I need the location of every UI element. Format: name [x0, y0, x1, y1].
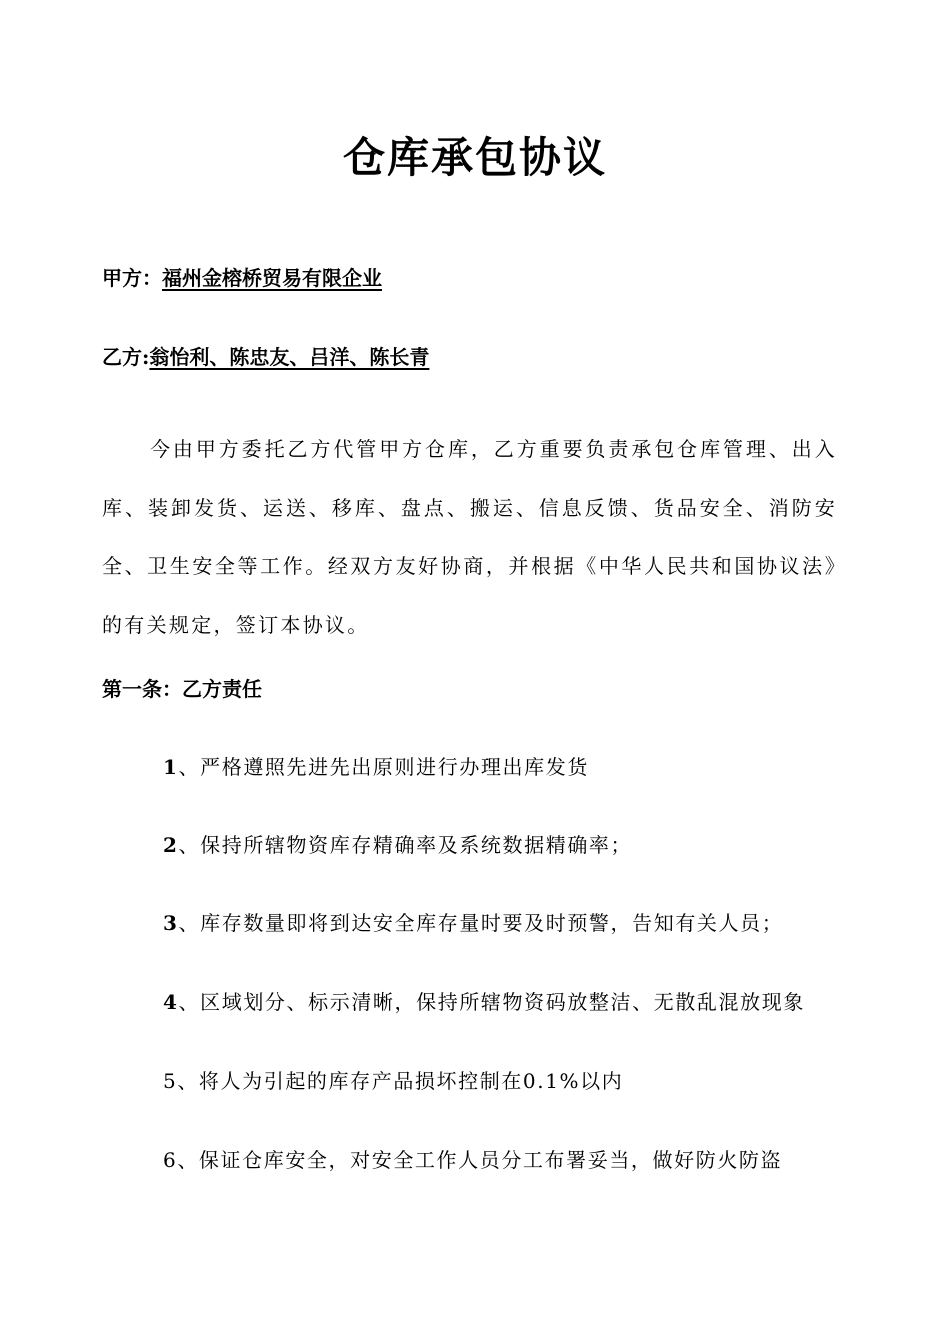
document-title: 仓库承包协议: [342, 133, 607, 182]
intro-paragraph: 今由甲方委托乙方代管甲方仓库，乙方重要负责承包仓库管理、出入库、装卸发货、运送、移库、盘点、搬运、信息反馈、货品安全、消防安全、卫生安全等工作。经双方友好协商，并根据《中华人民共和国协议法》的有关规定，签订本协议。: [102, 437, 837, 637]
duty-item-6: [163, 1145, 782, 1175]
duty-item-1: [163, 752, 589, 782]
duty-number: 3: [163, 911, 179, 935]
duty-text: 、库存数量即将到达安全库存量时要及时预警，告知有关人员；: [178, 911, 784, 935]
party-a-name: 福州金榕桥贸易有限企业: [162, 266, 382, 290]
duty-item-2: [163, 830, 632, 860]
duty-text: 、将人为引起的库存产品损坏控制在0.1%以内: [177, 1069, 624, 1093]
duty-text: 、保持所辖物资库存精确率及系统数据精确率；: [178, 833, 633, 857]
duty-text: 、区域划分、标示清晰，保持所辖物资码放整洁、无散乱混放现象: [178, 990, 805, 1014]
duty-number: 2: [163, 833, 179, 857]
duty-item-3: [163, 908, 783, 938]
party-b-label: 乙方:: [102, 345, 150, 369]
duty-number: 4: [163, 990, 179, 1014]
duty-number: 5: [163, 1069, 178, 1093]
party-a-line: [102, 263, 382, 293]
party-a-label: 甲方：: [102, 266, 162, 290]
duty-item-5: [163, 1066, 623, 1096]
party-b-line: [102, 342, 429, 372]
article-1-heading: 第一条：乙方责任: [102, 677, 262, 701]
duty-text: 、严格遵照先进先出原则进行办理出库发货: [178, 755, 589, 779]
duty-number: 1: [163, 755, 179, 779]
duty-text: 、保证仓库安全，对安全工作人员分工布署妥当，做好防火防盗: [177, 1148, 783, 1172]
duty-number: 6: [163, 1148, 178, 1172]
duty-item-4: [163, 987, 805, 1017]
party-b-names: 翁怡利、陈忠友、吕洋、陈长青: [149, 345, 430, 369]
